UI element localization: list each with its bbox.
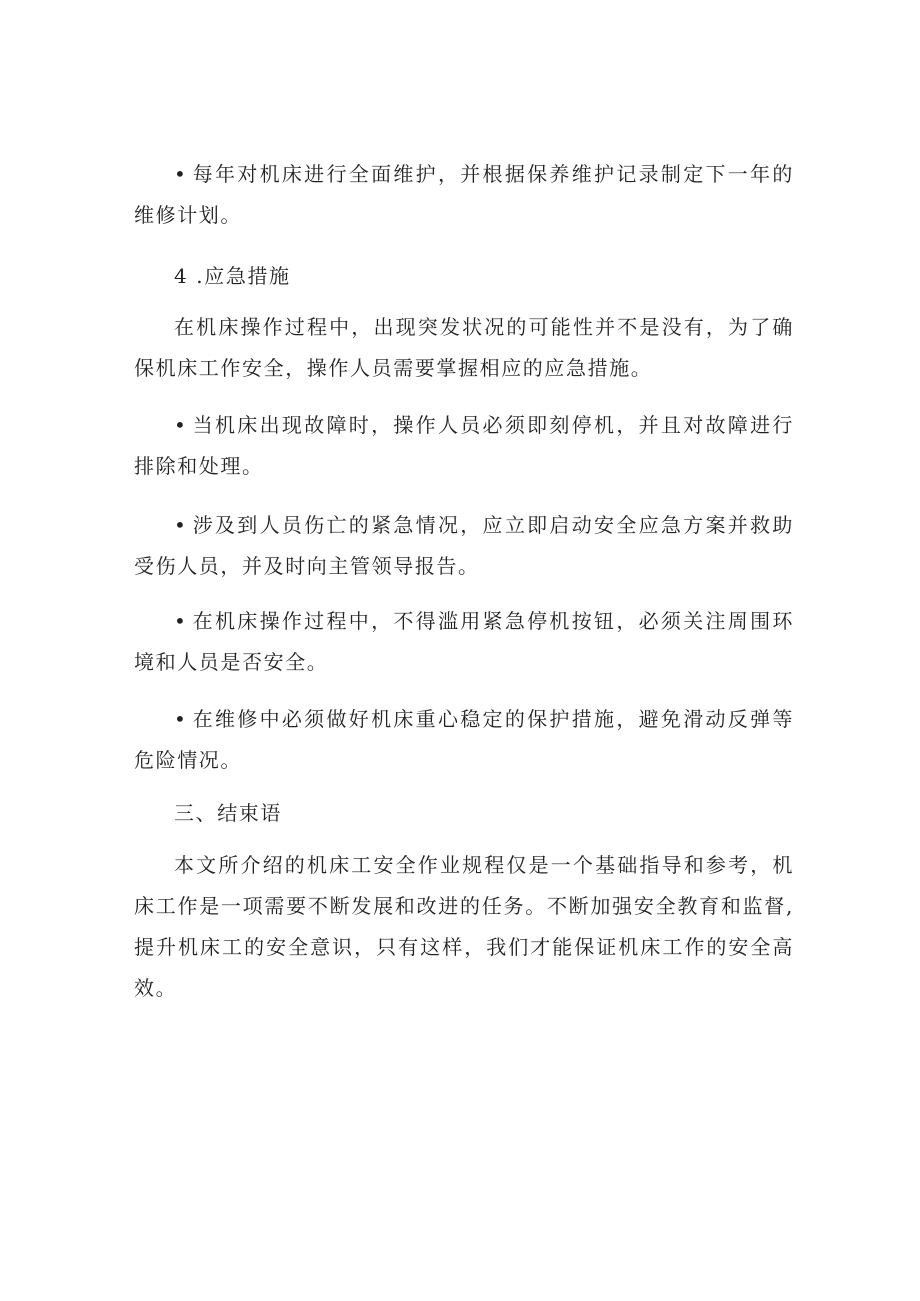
paragraph-text: 当机床出现故障时，操作人员必须即刻停机，并且对故障进行排除和处理。 (134, 413, 794, 478)
bullet-paragraph-casualty-emergency (134, 505, 794, 587)
paragraph-conclusion: 本文所介绍的机床工安全作业规程仅是一个基础指导和参考，机床工作是一项需要不断发展和改进的任务。不断加强安全教育和监督,提升机床工的安全意识，只有这样，我们才能保证机床工作的安全高效。 (134, 853, 794, 1000)
bullet-marker: • (174, 707, 188, 731)
bullet-marker: • (174, 413, 188, 437)
paragraph-text: 在维修中必须做好机床重心稳定的保护措施，避免滑动反弹等危险情况。 (134, 707, 794, 772)
bullet-paragraph-emergency-stop (134, 601, 794, 683)
section-heading-conclusion: 三、结束语 (174, 801, 282, 825)
paragraph-emergency-intro: 在机床操作过程中，出现突发状况的可能性并不是没有，为了确保机床工作安全，操作人员需要掌握相应的应急措施。 (134, 315, 794, 380)
paragraph-text: 涉及到人员伤亡的紧急情况，应立即启动安全应急方案并救助受伤人员，并及时向主管领导报告。 (134, 513, 794, 578)
bullet-marker: • (174, 609, 188, 633)
bullet-paragraph-annual-maintenance (134, 154, 794, 236)
paragraph-text: 每年对机床进行全面维护，并根据保养维护记录制定下一年的维修计划。 (134, 162, 794, 227)
section-heading-emergency-measures: 4 .应急措施 (174, 264, 291, 288)
bullet-paragraph-machine-fault (134, 405, 794, 487)
bullet-marker: • (174, 162, 188, 186)
bullet-paragraph-repair-stability (134, 699, 794, 781)
bullet-marker: • (174, 513, 188, 537)
paragraph-text: 在机床操作过程中，不得滥用紧急停机按钮，必须关注周围环境和人员是否安全。 (134, 609, 794, 674)
